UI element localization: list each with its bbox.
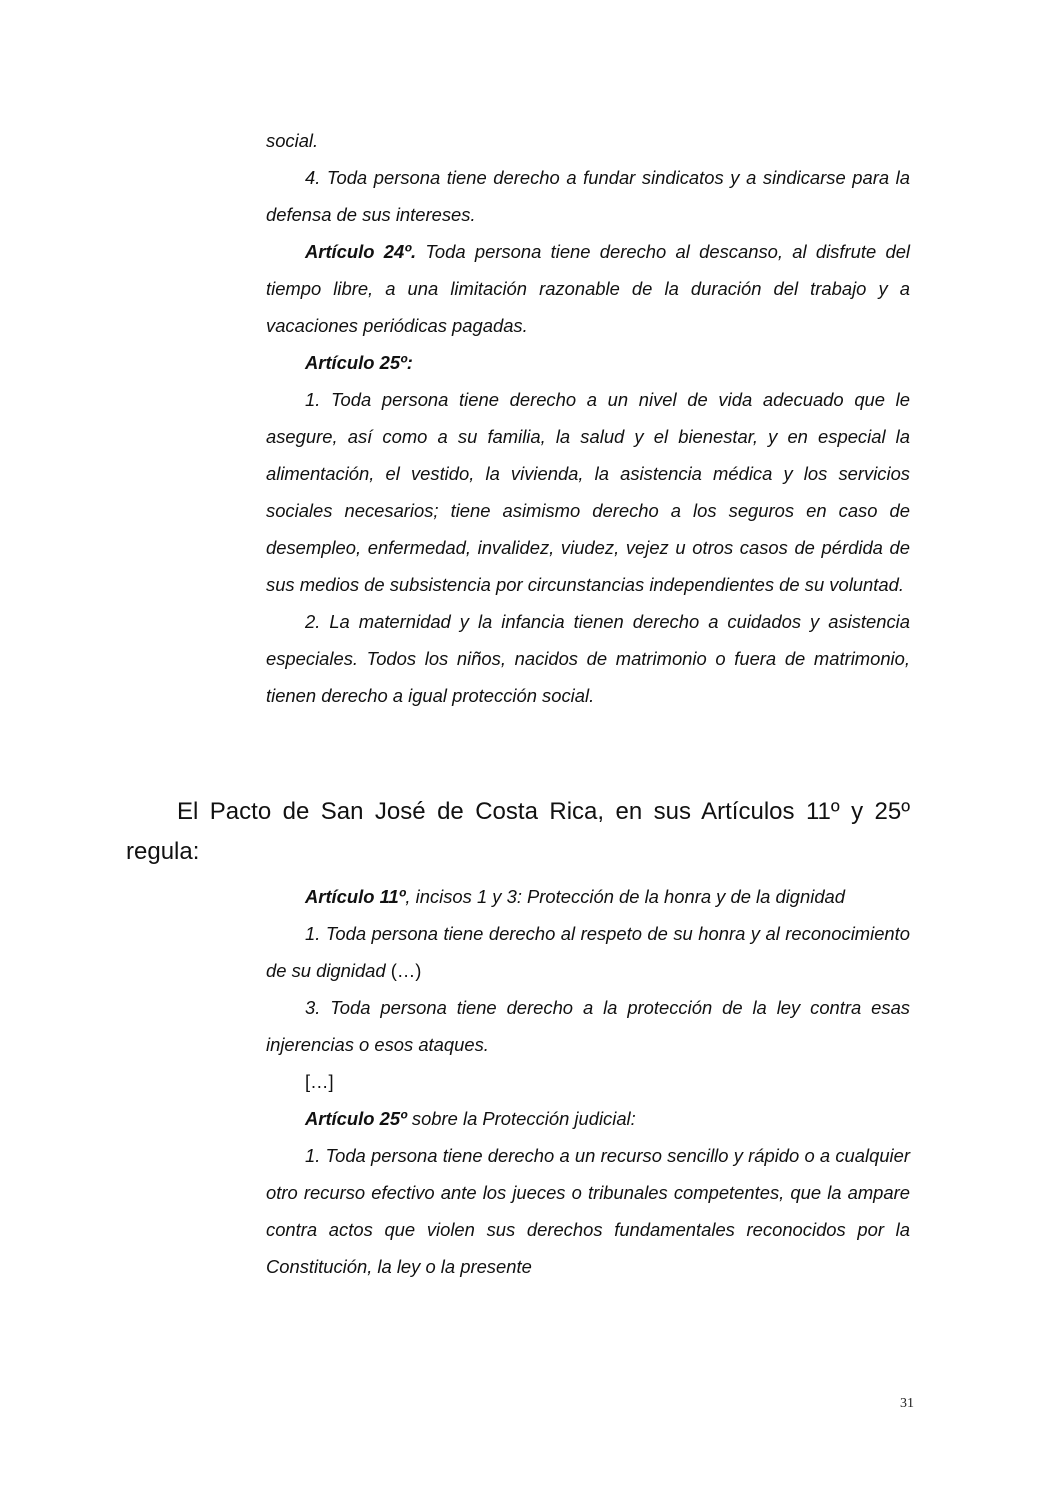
- article-text: 1. Toda persona tiene derecho al respeto de su honra y al reconocimiento de su dignidad: [266, 923, 910, 981]
- quote-paragraph: [266, 344, 910, 381]
- article-label: Artículo 25º: [305, 1108, 407, 1129]
- quote-paragraph: 2. La maternidad y la infancia tienen derecho a cuidados y asistencia especiales. Todos los niños, nacidos de matrimonio o fuera de matrimonio, tienen derecho a igual protección social.: [266, 611, 910, 706]
- quote-block-pact: [266, 878, 910, 1285]
- article-label: Artículo 24º.: [305, 241, 417, 262]
- quote-paragraph: [266, 878, 910, 915]
- ellipsis: (…): [390, 960, 422, 981]
- quote-paragraph: [266, 1100, 910, 1137]
- body-paragraph: El Pacto de San José de Costa Rica, en sus Artículos 11º y 25º regula:: [126, 798, 910, 865]
- quote-paragraph: 1. Toda persona tiene derecho a un recurso sencillo y rápido o a cualquier otro recurso efectivo ante los jueces o tribunales competentes, que la ampare contra actos que violen sus derechos fundamentales reconocidos por la Constitución, la ley o la presente: [266, 1145, 910, 1277]
- quote-block-udhr: [266, 122, 910, 714]
- article-text: sobre la Protección judicial:: [406, 1108, 636, 1129]
- article-text: Toda persona tiene derecho al descanso, al disfrute del tiempo libre, a una limitación razonable de la duración del trabajo y a vacaciones periódicas pagadas.: [266, 241, 911, 336]
- quote-paragraph: [266, 233, 910, 344]
- quote-paragraph: [266, 915, 910, 989]
- quote-paragraph: 1. Toda persona tiene derecho a un nivel de vida adecuado que le asegure, así como a su familia, la salud y el bienestar, y en especial la alimentación, el vestido, la vivienda, la asistencia médica y los servicios sociales necesarios; tiene asimismo derecho a los seguros en caso de desempleo, enfermedad, invalidez, viudez, vejez u otros casos de pérdida de sus medios de subsistencia por circunstancias independientes de su voluntad.: [266, 389, 910, 595]
- article-label: Artículo 11º: [305, 886, 406, 907]
- quote-paragraph: 4. Toda persona tiene derecho a fundar sindicatos y a sindicarse para la defensa de sus intereses.: [266, 167, 910, 225]
- quote-paragraph: social.: [266, 130, 319, 151]
- omission-mark: […]: [305, 1071, 334, 1092]
- article-text: , incisos 1 y 3: Protección de la honra y de la dignidad: [405, 886, 846, 907]
- quote-paragraph: 3. Toda persona tiene derecho a la protección de la ley contra esas injerencias o esos ataques.: [266, 997, 910, 1055]
- page-number: 31: [900, 1396, 914, 1411]
- article-heading: Artículo 25º:: [305, 352, 413, 373]
